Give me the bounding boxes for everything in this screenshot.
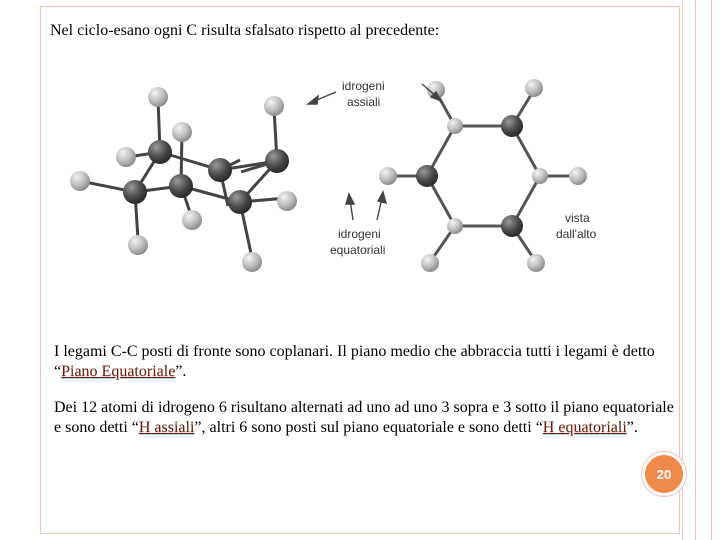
decorative-border-band xyxy=(682,0,696,540)
topview-carbons xyxy=(416,115,523,237)
paragraph-equatorial-plane xyxy=(54,342,674,382)
page-number-badge: 20 xyxy=(642,452,686,496)
label-axial-line2: assiali xyxy=(347,95,381,109)
label-axial-line1: idrogeni xyxy=(342,79,385,93)
paragraph-hydrogens xyxy=(54,398,674,438)
label-equatorial-line2: equatoriali xyxy=(330,243,386,257)
paragraph2-text-b: ”, altri 6 sono posti sul piano equatoriale e sono detti “ xyxy=(194,419,543,436)
paragraph2-text-a: Dei 12 atomi di idrogeno 6 risultano alternati ad uno ad uno 3 sopra e 3 sotto il piano equatoriale e sono detti “ xyxy=(54,399,674,436)
highlight-piano-equatoriale: Piano Equatoriale xyxy=(61,363,176,380)
paragraph2-text-c: ”. xyxy=(626,419,638,436)
paragraph1-text-b: ”. xyxy=(175,363,187,380)
label-topview-line1: vista xyxy=(565,211,590,225)
highlight-h-equatoriali: H equatoriali xyxy=(542,419,627,436)
slide-heading: Nel ciclo-esano ogni C risulta sfalsato rispetto al precedente: xyxy=(50,22,440,39)
highlight-h-assiali: H assiali xyxy=(138,419,195,436)
label-equatorial-line1: idrogeni xyxy=(338,227,381,241)
decorative-border-line xyxy=(711,0,712,540)
label-topview-line2: dall'alto xyxy=(556,227,597,241)
paragraph1-text-a: I legami C-C posti di fronte sono coplanari. Il piano medio che abbraccia tutti i legami è detto “ xyxy=(54,343,655,380)
cyclohexane-figure xyxy=(60,70,620,290)
